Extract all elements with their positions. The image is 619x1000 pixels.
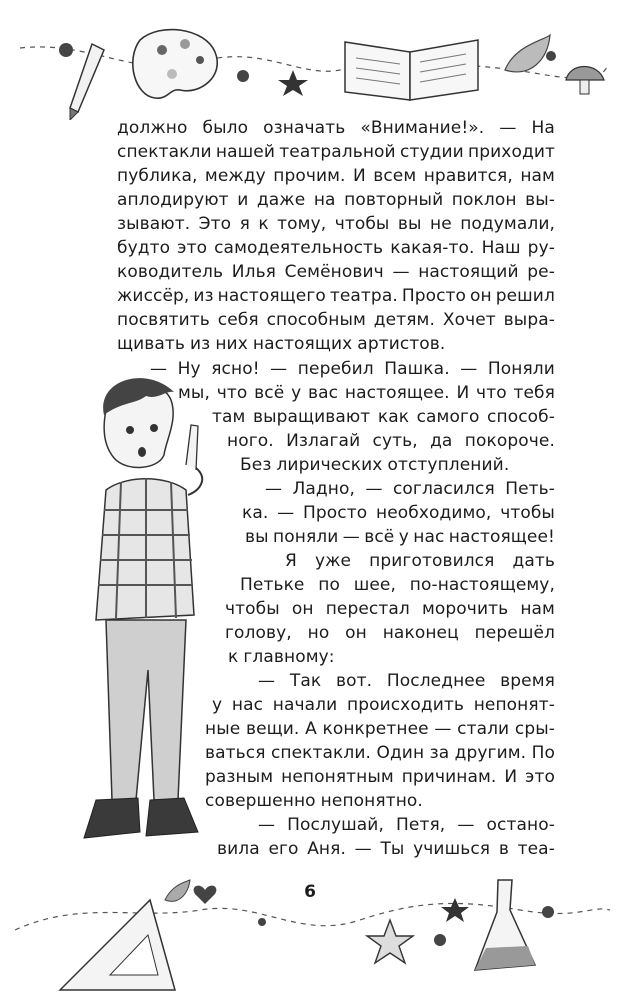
word: зывают.	[117, 214, 191, 234]
text-line	[225, 598, 555, 620]
word: спектакли.	[270, 743, 372, 763]
word: непонят-	[473, 695, 555, 715]
word: Петя,	[396, 815, 446, 835]
word: начали	[272, 695, 338, 715]
bottom-decoration	[0, 860, 619, 1000]
word: это	[525, 767, 555, 787]
word: вила	[217, 839, 260, 859]
word: дать	[512, 551, 555, 571]
word: это	[177, 238, 208, 258]
word: вас	[308, 383, 339, 403]
word: мы,	[178, 383, 210, 403]
word: должно	[117, 118, 188, 138]
word: Аня.	[307, 839, 346, 859]
word: я	[239, 214, 250, 234]
word: чтобы	[225, 599, 280, 619]
word: —	[365, 479, 383, 499]
word: способ-	[487, 407, 555, 427]
word: Без	[240, 455, 272, 475]
word: нравится,	[423, 166, 513, 186]
word: да	[430, 431, 453, 451]
text-line	[227, 430, 555, 452]
text-line	[212, 694, 555, 716]
word: Это	[198, 214, 232, 234]
text-line	[117, 309, 555, 331]
word: —	[277, 503, 295, 523]
word: них	[215, 334, 248, 354]
word: нам	[520, 599, 555, 619]
word: к	[228, 647, 239, 667]
word: Просто	[401, 286, 467, 306]
word: Я	[285, 551, 297, 571]
word: нас	[413, 527, 445, 547]
word: он	[291, 599, 314, 619]
word: стали	[457, 719, 510, 739]
text-line	[150, 358, 555, 380]
word: самого	[416, 407, 480, 427]
word: И	[504, 767, 518, 787]
word: нас	[231, 695, 264, 715]
word: спектакли	[117, 142, 212, 162]
text-line	[117, 285, 555, 307]
leaf-icon	[165, 880, 190, 901]
word: выра-	[503, 310, 555, 330]
word: наконец	[382, 623, 459, 643]
word: способным	[266, 310, 366, 330]
text-line	[178, 382, 555, 404]
word: что	[476, 383, 507, 403]
word: —	[258, 671, 276, 691]
word: всем	[373, 166, 417, 186]
word: тебя	[513, 383, 555, 403]
word: подумали,	[460, 214, 555, 234]
word: ре-	[527, 262, 555, 282]
word: публика,	[117, 166, 198, 186]
word: всё	[254, 383, 285, 403]
word: отступлений.	[387, 455, 510, 475]
word: и	[237, 190, 249, 210]
word: чтобы	[500, 503, 555, 523]
text-line	[258, 814, 555, 836]
word: себя	[217, 310, 259, 330]
text-line	[205, 742, 555, 764]
word: И	[456, 383, 470, 403]
word: настоящих	[252, 334, 353, 354]
word: —	[460, 359, 478, 379]
word: у	[291, 383, 302, 403]
word: даже	[256, 190, 306, 210]
word: ководитель	[117, 262, 224, 282]
word: настоящее.	[344, 383, 450, 403]
word: у	[212, 695, 223, 715]
word: Послушай,	[287, 815, 384, 835]
word: к	[258, 214, 269, 234]
word: артистов.	[357, 334, 446, 354]
word: ные	[205, 719, 241, 739]
word: на	[313, 190, 336, 210]
word: —	[150, 359, 168, 379]
word: вы	[245, 527, 269, 547]
heart-icon	[194, 886, 217, 904]
word: перестал	[325, 599, 410, 619]
word: совершенно	[205, 791, 316, 811]
word: время	[500, 671, 555, 691]
word: детям.	[373, 310, 435, 330]
word: поняли	[273, 527, 339, 547]
word: Петьке	[240, 575, 305, 595]
word: Так	[289, 671, 322, 691]
word: он	[345, 623, 367, 643]
text-line	[117, 117, 555, 139]
word: теа-	[517, 839, 555, 859]
word: Просто	[303, 503, 368, 523]
word: из	[190, 334, 211, 354]
word: согласился	[392, 479, 495, 499]
text-line	[258, 670, 555, 692]
word: сры-	[514, 719, 555, 739]
word: по-настоящему,	[409, 575, 555, 595]
word: Последнее	[386, 671, 486, 691]
text-line	[117, 213, 555, 235]
word: ваться	[205, 743, 266, 763]
word: —	[342, 527, 360, 547]
word: морочить	[421, 599, 509, 619]
word: непонятно.	[320, 791, 423, 811]
word: другим.	[454, 743, 527, 763]
text-line	[240, 574, 555, 596]
text-line	[242, 502, 555, 524]
text-line	[265, 478, 555, 500]
word: Ты	[380, 839, 405, 859]
text-line	[228, 646, 555, 668]
word: студии	[400, 142, 464, 162]
word: театральной	[279, 142, 396, 162]
word: вы-	[525, 190, 555, 210]
text-line	[117, 189, 555, 211]
word: остано-	[486, 815, 555, 835]
word: Один	[376, 743, 425, 763]
word: причинам.	[401, 767, 497, 787]
word: приготовился	[369, 551, 495, 571]
word: лирических	[276, 455, 383, 475]
word: непонятным	[281, 767, 394, 787]
word: будто	[117, 238, 171, 258]
star-icon	[441, 898, 469, 922]
word: «Внимание!».	[360, 118, 485, 138]
word: там	[212, 407, 246, 427]
word: И	[352, 166, 366, 186]
word: за	[429, 743, 450, 763]
text-line	[225, 622, 555, 644]
word: прочим.	[273, 166, 346, 186]
word: жиссёр,	[117, 286, 190, 306]
word: поклон	[451, 190, 517, 210]
flask-icon	[475, 880, 535, 970]
word: из	[193, 286, 214, 306]
word: самодеятельность	[214, 238, 384, 258]
word: ного.	[227, 431, 274, 451]
word: голову,	[225, 623, 292, 643]
word: учишься	[413, 839, 491, 859]
word: По	[531, 743, 555, 763]
word: —	[392, 262, 410, 282]
word: но	[307, 623, 330, 643]
word: необходимо,	[375, 503, 492, 523]
word: главному:	[243, 647, 335, 667]
word: приходит	[468, 142, 555, 162]
text-line	[217, 838, 555, 860]
word: не	[429, 214, 452, 234]
text-line	[205, 766, 555, 788]
text-line	[212, 406, 555, 428]
word: Илья	[231, 262, 277, 282]
word: выращивают	[252, 407, 371, 427]
word: Петь-	[505, 479, 555, 499]
word: вот.	[335, 671, 373, 691]
word: нам	[520, 166, 555, 186]
word: Пашка.	[384, 359, 450, 379]
word: —	[499, 118, 517, 138]
word: происходить	[346, 695, 464, 715]
word: его	[268, 839, 299, 859]
word: тому,	[277, 214, 327, 234]
word: Наш	[481, 238, 521, 258]
word: Излагай	[286, 431, 361, 451]
star-icon	[367, 920, 413, 963]
word: шее,	[353, 575, 396, 595]
word: нашей	[215, 142, 275, 162]
word: Ну	[177, 359, 201, 379]
word: ясно!	[211, 359, 260, 379]
word: перебил	[297, 359, 374, 379]
text-line	[245, 526, 555, 548]
word: —	[258, 815, 276, 835]
page-number: 6	[304, 882, 316, 902]
word: суть,	[372, 431, 418, 451]
word: конкретнее	[322, 719, 429, 739]
word: Семёнович	[284, 262, 384, 282]
word: —	[265, 479, 283, 499]
word: Поняли	[487, 359, 555, 379]
word: настоящее!	[448, 527, 555, 547]
text-line	[117, 165, 555, 187]
word: разным	[205, 767, 274, 787]
text-line	[285, 550, 555, 572]
text-line	[117, 333, 555, 355]
word: решил	[495, 286, 555, 306]
word: вы	[397, 214, 422, 234]
word: как	[377, 407, 410, 427]
word: перешёл	[474, 623, 555, 643]
word: покороче.	[464, 431, 555, 451]
word: у	[398, 527, 409, 547]
word: всё	[364, 527, 395, 547]
text-line	[240, 454, 555, 476]
word: —	[270, 359, 288, 379]
text-line	[205, 718, 555, 740]
word: ка.	[242, 503, 269, 523]
word: —	[457, 815, 475, 835]
word: означать	[263, 118, 346, 138]
text-line	[117, 261, 555, 283]
word: посвятить	[117, 310, 210, 330]
word: было	[202, 118, 249, 138]
word: уже	[314, 551, 352, 571]
word: настоящего	[217, 286, 326, 306]
word: повторный	[344, 190, 444, 210]
word: что	[216, 383, 248, 403]
word: —	[434, 719, 452, 739]
text-line	[117, 141, 555, 163]
word: в	[498, 839, 509, 859]
word: А	[305, 719, 317, 739]
word: —	[354, 839, 372, 859]
word: он	[470, 286, 492, 306]
text-line	[205, 790, 555, 812]
word: Хочет	[442, 310, 496, 330]
word: между	[204, 166, 266, 186]
word: На	[531, 118, 555, 138]
word: чтобы	[334, 214, 390, 234]
word: по	[318, 575, 340, 595]
word: щивать	[117, 334, 186, 354]
word: Ладно,	[292, 479, 356, 499]
text-line	[117, 237, 555, 259]
word: ру-	[527, 238, 555, 258]
word: вещи.	[245, 719, 300, 739]
word: настоящий	[418, 262, 519, 282]
word: театра.	[329, 286, 398, 306]
word: аплодируют	[117, 190, 229, 210]
word: какая-то.	[390, 238, 475, 258]
